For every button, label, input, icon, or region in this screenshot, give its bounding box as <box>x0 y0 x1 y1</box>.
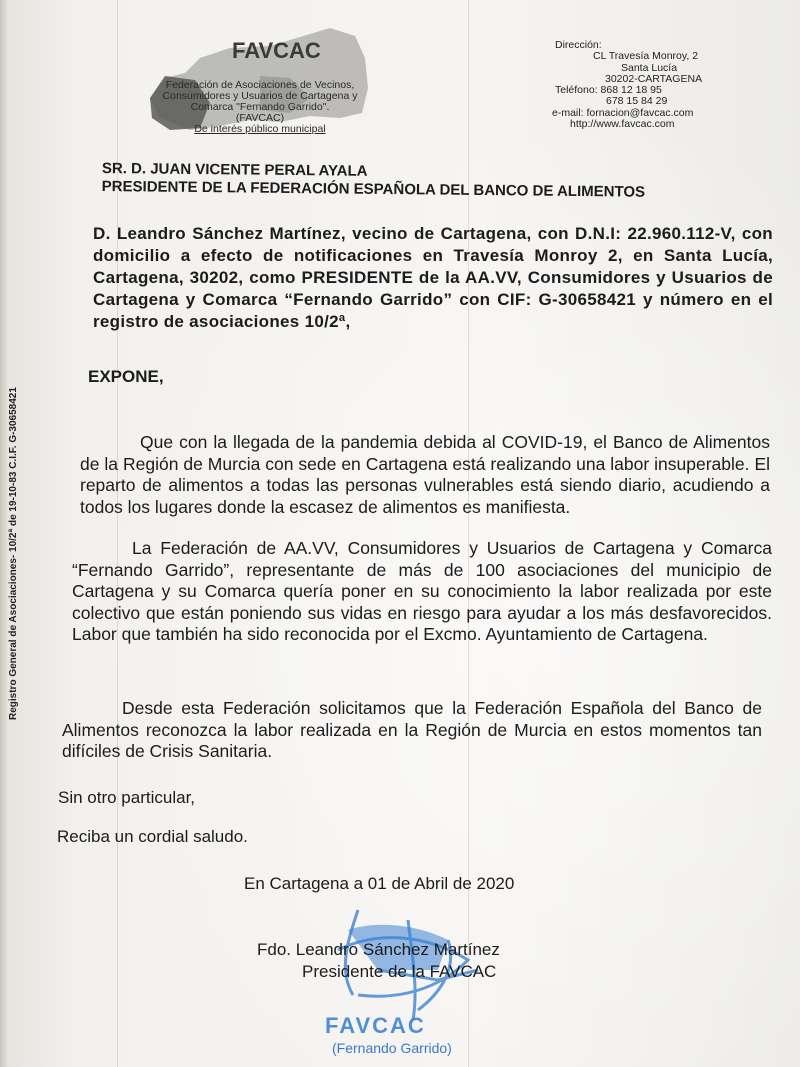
org-line: Federación de Asociaciones de Vecinos, <box>165 79 355 91</box>
body-paragraph: Desde esta Federación solicitamos que la Federación Española del Banco de Alimentos reconozca la labor realizada en la Región de Murcia en estos momentos tan difíciles de Crisis Sanitaria. <box>62 698 762 761</box>
recipient-title: PRESIDENTE DE LA FEDERACIÓN ESPAÑOLA DEL BANCO DE ALIMENTOS <box>101 177 646 201</box>
org-line: De interés público municipal <box>194 123 326 135</box>
recipient-block <box>102 160 646 202</box>
registry-note: Registro General de Asociaciones- 10/2ª de 19-10-83 C.I.F. G-30658421 <box>8 387 19 720</box>
letterhead-logo <box>140 18 380 133</box>
body-paragraph: La Federación de AA.VV, Consumidores y Usuarios de Cartagena y Comarca “Fernando Garrido”, representante de más de 100 asociaciones del municipio de Cartagena y su Comarca quería poner en su conocimiento la labor realizada por este colectivo que están poniendo sus vidas en riesgo para ayudar a los más desfavorecidos. Labor que también ha sido reconocida por el Excmo. Ayuntamiento de Cartagena. <box>72 538 772 644</box>
address-label: Dirección: <box>555 39 602 51</box>
body-paragraph: Que con la llegada de la pandemia debida al COVID-19, el Banco de Alimentos de la Región de Murcia con sede en Cartagena está realizando una labor insuperable. El reparto de alimentos a todas las personas vulnerables está siendo diario, acudiendo a todos los lugares donde la escasez de alimentos es manifiesta. <box>80 432 770 517</box>
stamp-subtext: (Fernando Garrido) <box>332 1040 452 1056</box>
org-name <box>140 80 380 135</box>
closing-greeting: Reciba un cordial saludo. <box>57 827 248 846</box>
closing-line: Sin otro particular, <box>58 788 196 807</box>
address-street: CL Travesía Monroy, 2 <box>593 50 699 63</box>
stamp-text: FAVCAC <box>325 1013 426 1038</box>
email-link[interactable]: fornacion@favcac.com <box>586 106 694 119</box>
org-line: (FAVCAC) <box>235 112 285 124</box>
address-city: 30202-CARTAGENA <box>605 72 703 85</box>
org-line: Comarca "Fernando Garrido". <box>190 101 330 113</box>
intro-paragraph: D. Leandro Sánchez Martínez, vecino de Cartagena, con D.N.I: 22.960.112-V, con domicilio a efecto de notificaciones en Travesía Monroy 2, en Santa Lucía, Cartagena, 30202, como PRESIDENTE de la AA.VV, Consumidores y Usuarios de Cartagena y Comarca “Fernando Garrido” con CIF: G-30658421 y número en el registro de asociaciones 10/2ª, <box>93 224 773 331</box>
signature-role: Presidente de la FAVCAC <box>302 962 497 981</box>
address-block <box>552 39 755 131</box>
org-line: Consumidores y Usuarios de Cartagena y <box>162 90 358 102</box>
page-edge-shadow <box>0 0 8 1067</box>
address-district: Santa Lucía <box>621 61 678 74</box>
date-line: En Cartagena a 01 de Abril de 2020 <box>244 874 515 893</box>
phone-label: Teléfono: <box>555 84 598 97</box>
signature-name: Fdo. Leandro Sánchez Martínez <box>257 940 500 959</box>
recipient-name: SR. D. JUAN VICENTE PERAL AYALA <box>101 160 368 180</box>
logo-mark-text: FAVCAC <box>232 38 321 63</box>
expone-heading: EXPONE, <box>88 367 164 386</box>
phone-number-2: 678 15 84 29 <box>606 95 668 108</box>
website-link[interactable]: http://www.favcac.com <box>570 118 675 131</box>
email-label: e-mail: <box>552 106 584 119</box>
phone-number: 868 12 18 95 <box>600 84 662 97</box>
